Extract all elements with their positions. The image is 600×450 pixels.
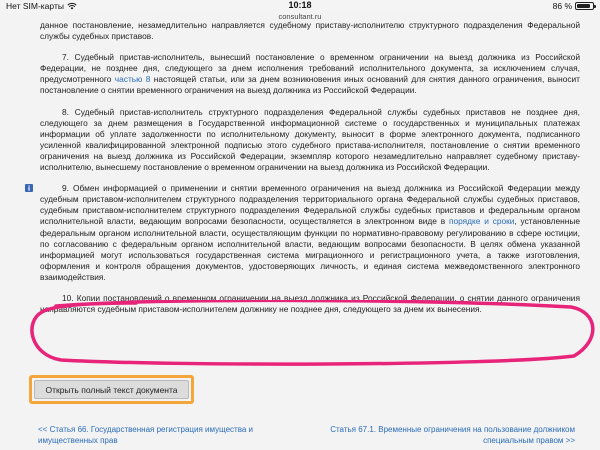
paragraph-9-text-a: 9. Обмен информацией о применении и снятии временного ограничения на выезд должника из Российской Федерации между судебным приставом-исполнителем структурного подразделения территориального органа Федеральной службы судебных приставов, судебным приставом-исполнителем структурного подразделения Федеральной службы судебных приставов и федеральным органом исполнительной власти, ведающим вопросами безопасности, осуществляется в электронном виде в [40, 183, 580, 227]
info-marker-icon[interactable] [25, 184, 33, 192]
paragraph-8: 8. Судебный пристав-исполнитель структурного подразделения Федеральной службы судебных приставов не позднее дня, следующего за днем размещения в Государственной информационной системе о государственных и муниципальных платежах информации об уплате задолженности по исполнительному документу, выносит в форме электронного документа, подписанного усиленной квалифицированной электронной подписью этого судебного пристава-исполнителя, постановление о снятии временного ограничения на выезд должника из Российской Федерации, экземпляр которого незамедлительно направляет судебному приставу-исполнителю, вынесшему постановление о временном ограничении на выезд должника из Российской Федерации. [40, 106, 580, 173]
paragraph-9 [40, 183, 580, 283]
paragraph-7-text-a: 7. Судебный пристав-исполнитель, вынесший постановление о временном ограничении на выезд должника из Российской Федерации, не позднее дня, следующего за днем исполнения требований исполнительного документа, за исключением случая, предусмотренного [40, 52, 580, 85]
battery-level-fill [577, 4, 590, 8]
carrier-label: Нет SIM-карты [6, 1, 64, 11]
document-body [40, 20, 580, 325]
clock: 10:18 [288, 0, 312, 10]
battery-group [553, 1, 594, 11]
link-procedure-and-terms[interactable]: порядке и сроки [448, 216, 515, 227]
battery-icon [575, 2, 594, 10]
address-bar[interactable]: consultant.ru [278, 12, 322, 21]
paragraph-7 [40, 52, 580, 96]
prev-article-link[interactable]: << Статья 66. Государственная регистрация имущества и имущественных прав [38, 425, 253, 445]
open-full-text-button[interactable]: Открыть полный текст документа [34, 380, 189, 399]
battery-percent: 86 % [552, 1, 572, 11]
paragraph-6-tail: данное постановление, незамедлительно направляется судебному приставу-исполнителю структурного подразделения Федеральной службы судебных приставов. [40, 20, 580, 42]
paragraph-7-text-b: настоящей статьи, или за днем возникновения иных оснований для снятия данного ограничения, выносит постановление о снятии временного ограничения на выезд должника из Российской Федерации. [40, 74, 580, 96]
paragraph-9-text-b: , установленные федеральным органом исполнительной власти, осуществляющим функции по нормативно-правовому регулированию в сфере юстиции, по согласованию с федеральным органом исполнительной власти, ведающим вопросами безопасности. В целях обмена указанной информацией могут использоваться государственная система миграционного и регистрационного учета, а также изготовления, оформления и контроля обращения документов, удостоверяющих личность, и единая система межведомственного электронного взаимодействия. [40, 216, 580, 282]
next-article-link[interactable]: Статья 67.1. Временные ограничения на пользование должником специальным правом >> [330, 425, 575, 445]
link-part-8[interactable]: частью 8 [114, 74, 151, 85]
paragraph-10: 10. Копии постановлений о временном ограничении на выезд должника из Российской Федерации, о снятии данного ограничения направляются судебным приставом-исполнителем должнику не позднее дня, следующего за днем их вынесения. [40, 292, 580, 315]
